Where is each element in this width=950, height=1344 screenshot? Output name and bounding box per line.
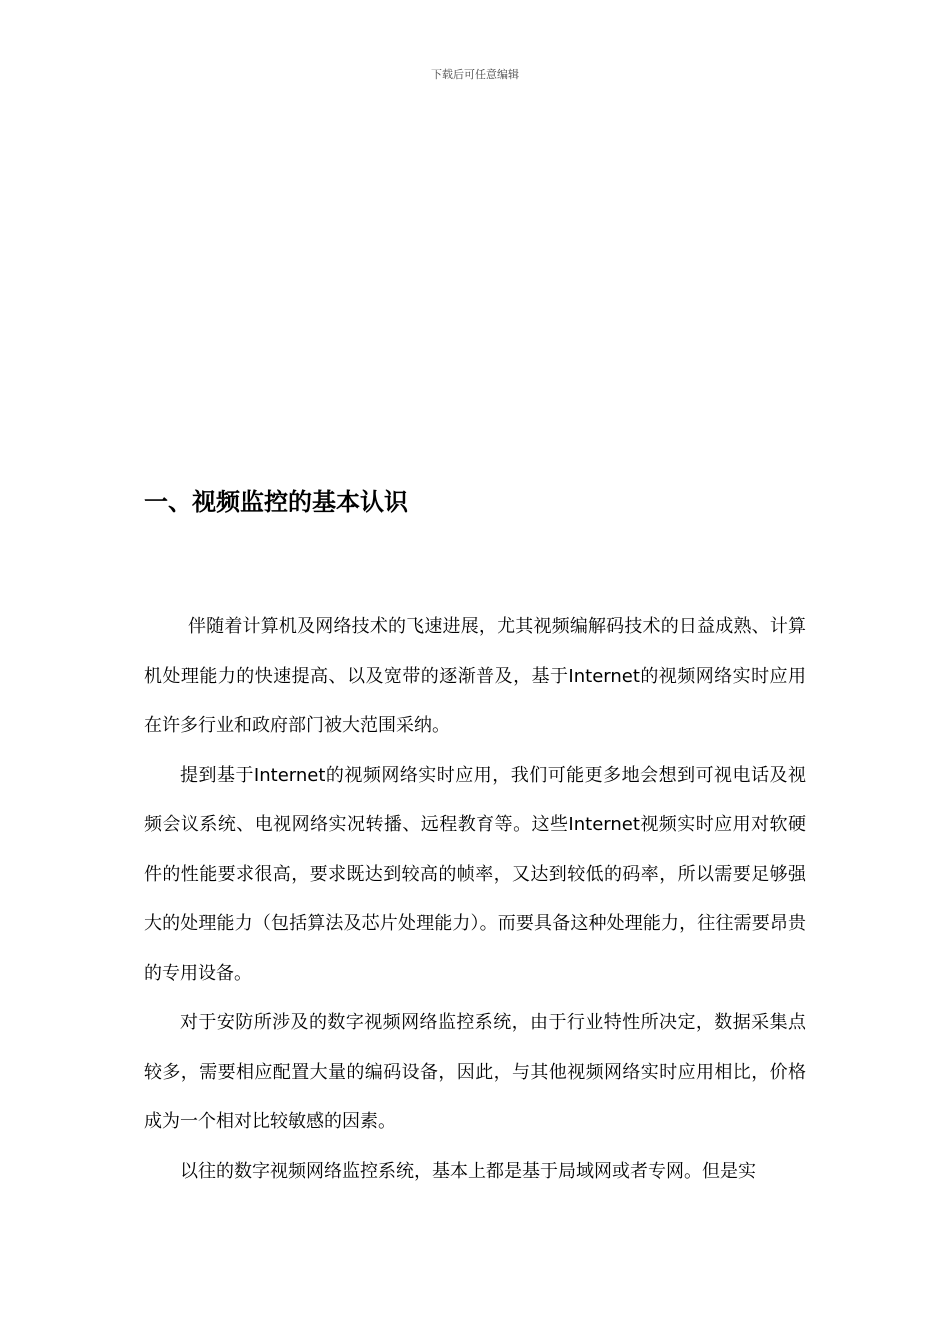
section-title: 一、视频监控的基本认识 [144,488,408,516]
header-note: 下载后可任意编辑 [431,68,519,81]
body-text [144,602,806,1196]
paragraph-4: 以往的数字视频网络监控系统，基本上都是基于局域网或者专网。但是实 [180,1160,756,1182]
paragraph-1: 伴随着计算机及网络技术的飞速进展，尤其视频编解码技术的日益成熟、计算机处理能力的快速提高、以及宽带的逐渐普及，基于Internet的视频网络实时应用在许多行业和政府部门被大范围采纳。 [144,616,806,736]
paragraph-2: 提到基于Internet的视频网络实时应用，我们可能更多地会想到可视电话及视频会议系统、电视网络实况转播、远程教育等。这些Internet视频实时应用对软硬件的性能要求很高，要求既达到较高的帧率，又达到较低的码率，所以需要足够强大的处理能力（包括算法及芯片处理能力）。而要具备这种处理能力，往往需要昂贵的专用设备。 [144,764,806,984]
paragraph-3: 对于安防所涉及的数字视频网络监控系统，由于行业特性所决定，数据采集点较多，需要相应配置大量的编码设备，因此，与其他视频网络实时应用相比，价格成为一个相对比较敏感的因素。 [144,1012,806,1132]
